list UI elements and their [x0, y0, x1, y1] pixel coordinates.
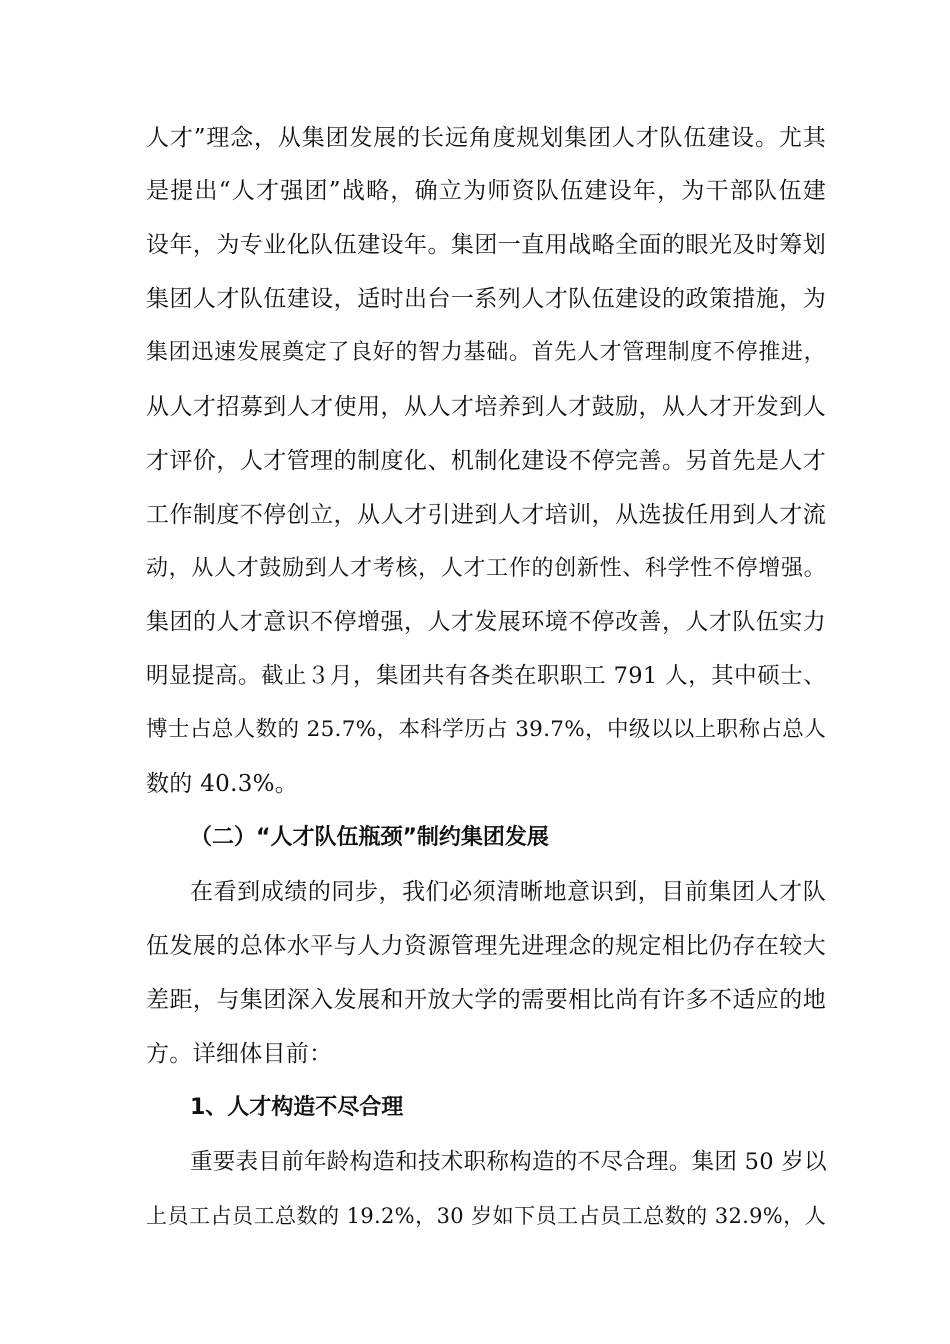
paragraph-line: 从人才招募到人才使用，从人才培养到人才鼓励，从人才开发到人 [146, 394, 826, 420]
paragraph-line: 是提出“人才强团”战略，确立为师资队伍建设年，为干部队伍建 [146, 178, 826, 204]
paragraph-line: 伍发展的总体水平与人力资源管理先进理念的规定相比仍存在较大 [146, 933, 826, 959]
paragraph-line: 集团的人才意识不停增强，人才发展环境不停改善，人才队伍实力 [146, 609, 826, 635]
paragraph-line: 动，从人才鼓励到人才考核，人才工作的创新性、科学性不停增强。 [146, 556, 826, 581]
paragraph-line: 重要表目前年龄构造和技术职称构造的不尽合理。集团 50 岁以 [190, 1149, 827, 1175]
paragraph-line: 明显提高。截止３月，集团共有各类在职职工 791 人，其中硕士、 [146, 663, 826, 689]
paragraph-line: 方。详细体目前： [146, 1041, 333, 1067]
paragraph-line: 集团人才队伍建设，适时出台一系列人才队伍建设的政策措施，为 [146, 286, 826, 312]
paragraph-line: 在看到成绩的同步，我们必须清晰地意识到，目前集团人才队 [190, 879, 826, 905]
paragraph-line: 集团迅速发展奠定了良好的智力基础。首先人才管理制度不停推进， [146, 340, 826, 365]
subsection-heading: 1、人才构造不尽合理 [190, 1095, 404, 1120]
paragraph-line: 差距，与集团深入发展和开放大学的需要相比尚有许多不适应的地 [146, 987, 826, 1013]
paragraph-line: 工作制度不停创立，从人才引进到人才培训，从选拔任用到人才流 [146, 502, 826, 528]
section-heading: （二）“人才队伍瓶颈”制约集团发展 [190, 825, 549, 850]
paragraph-line: 上员工占员工总数的 19.2%，30 岁如下员工占员工总数的 32.9%，人 [146, 1204, 826, 1228]
paragraph-line: 博士占总人数的 25.7%，本科学历占 39.7%，中级以以上职称占总人 [146, 717, 826, 742]
paragraph-line: 设年，为专业化队伍建设年。集团一直用战略全面的眼光及时筹划 [146, 232, 826, 258]
paragraph-line: 才评价，人才管理的制度化、机制化建设不停完善。另首先是人才 [146, 448, 826, 474]
paragraph-line: 数的 40.3%。 [146, 771, 299, 797]
paragraph-line: 人才”理念，从集团发展的长远角度规划集团人才队伍建设。尤其 [146, 125, 826, 151]
